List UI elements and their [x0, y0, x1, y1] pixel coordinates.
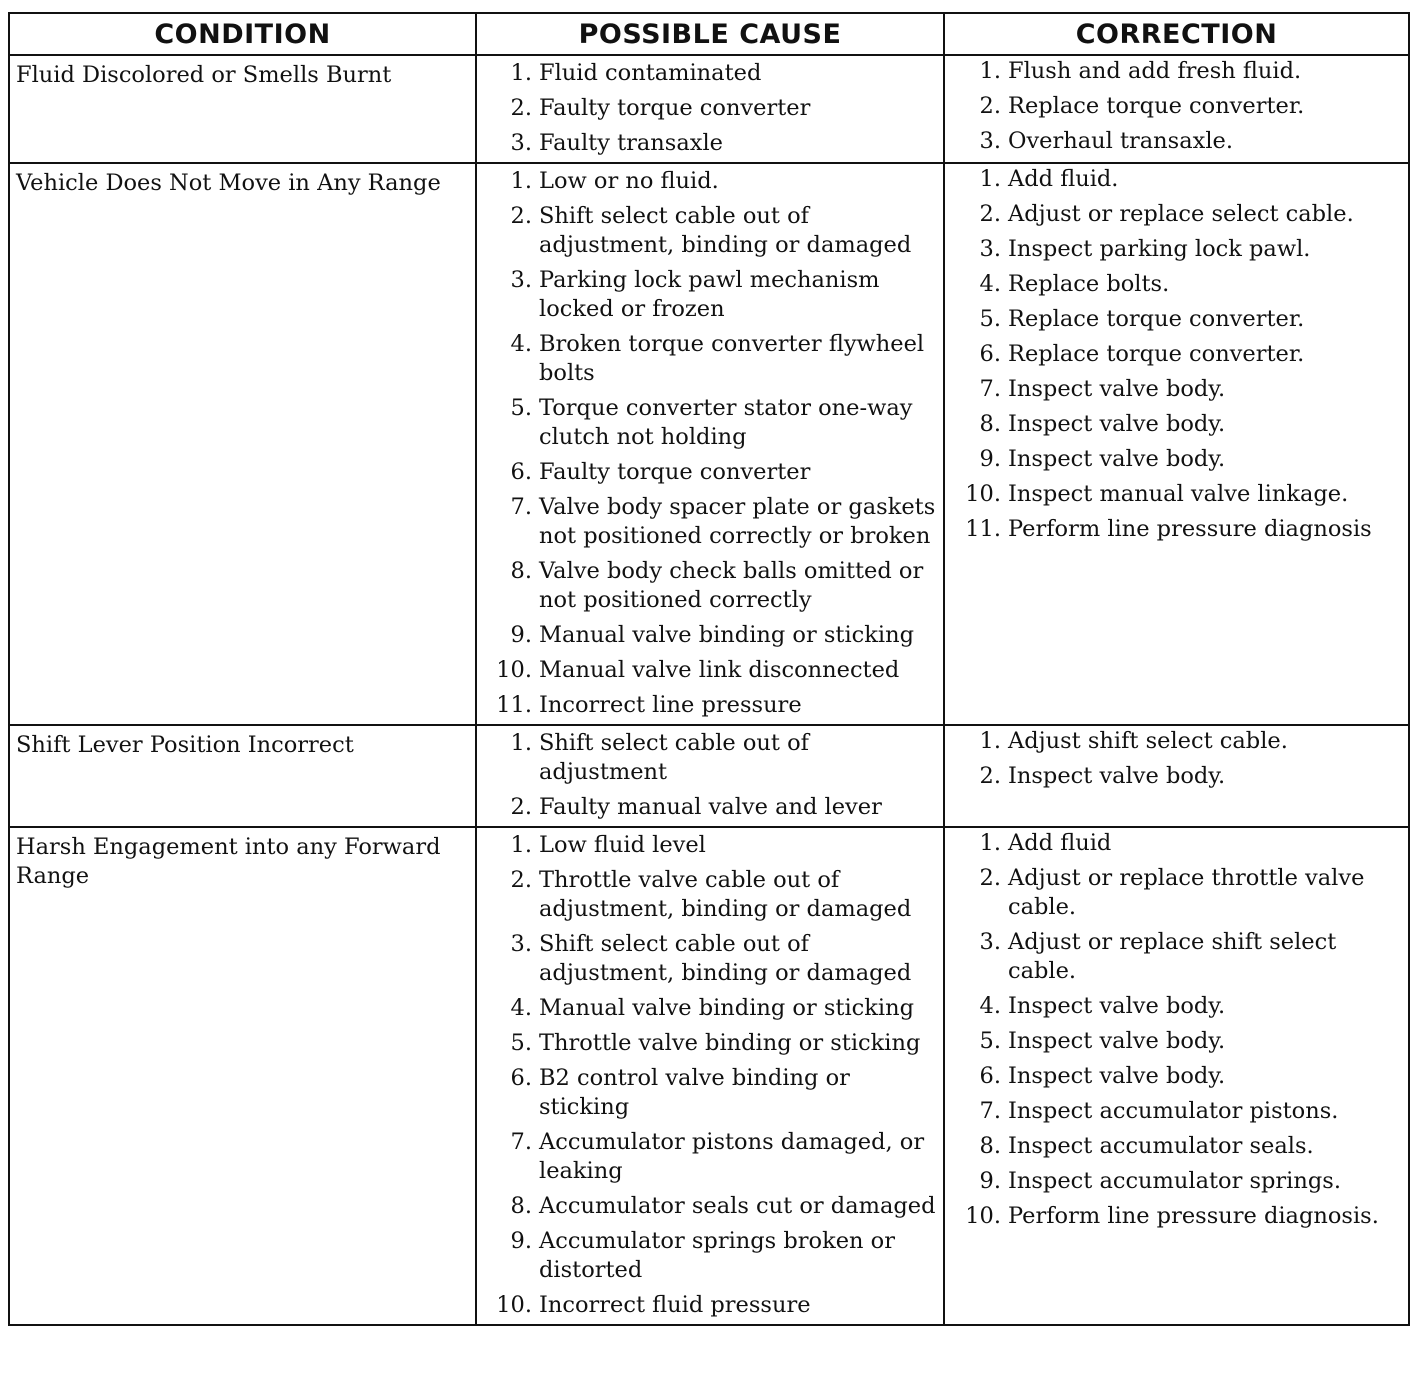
correction-item: [946, 1027, 1407, 1056]
correction-number: 4.: [979, 993, 1001, 1019]
correction-number: 6.: [979, 341, 1001, 367]
correction-text: Replace torque converter.: [1008, 306, 1305, 332]
correction-list: [946, 727, 1407, 791]
correction-text: Inspect valve body.: [1008, 376, 1226, 402]
cause-item: [477, 129, 937, 158]
correction-number: 2.: [979, 93, 1001, 119]
correction-number: 5.: [979, 1028, 1001, 1054]
cause-item: [477, 1192, 937, 1221]
table-body: [9, 55, 1409, 1325]
correction-item: [946, 340, 1407, 369]
correction-item: [946, 727, 1407, 756]
cause-text: Faulty torque converter: [539, 95, 811, 121]
correction-text: Replace bolts.: [1008, 271, 1170, 297]
correction-number: 5.: [979, 306, 1001, 332]
cause-text: Shift select cable out of adjustment, binding or damaged: [539, 931, 912, 986]
correction-cell: [944, 163, 1409, 725]
correction-text: Inspect valve body.: [1008, 1063, 1226, 1089]
cause-number: 3.: [510, 931, 532, 957]
cause-number: 6.: [510, 1065, 532, 1091]
cause-cell: [476, 163, 944, 725]
correction-number: 1.: [979, 166, 1001, 192]
correction-text: Inspect accumulator springs.: [1008, 1168, 1341, 1194]
cause-item: [477, 691, 937, 720]
cause-text: Accumulator seals cut or damaged: [539, 1193, 936, 1219]
correction-text: Inspect valve body.: [1008, 411, 1226, 437]
condition-cell: Vehicle Does Not Move in Any Range: [9, 163, 476, 725]
correction-list: [946, 829, 1407, 1231]
table-row: [9, 55, 1409, 163]
cause-number: 8.: [510, 558, 532, 584]
cause-text: Faulty transaxle: [539, 130, 723, 156]
header-condition: CONDITION: [9, 13, 476, 55]
cause-item: [477, 266, 937, 324]
cause-item: [477, 1064, 937, 1122]
cause-number: 11.: [496, 692, 532, 718]
cause-number: 2.: [510, 203, 532, 229]
correction-text: Replace torque converter.: [1008, 93, 1305, 119]
cause-number: 2.: [510, 867, 532, 893]
correction-item: [946, 992, 1407, 1021]
cause-text: Valve body spacer plate or gaskets not positioned correctly or broken: [539, 494, 936, 549]
correction-number: 4.: [979, 271, 1001, 297]
cause-item: [477, 1291, 937, 1320]
correction-text: Inspect manual valve linkage.: [1008, 481, 1349, 507]
correction-text: Inspect accumulator pistons.: [1008, 1098, 1339, 1124]
correction-number: 1.: [979, 728, 1001, 754]
cause-number: 10.: [496, 657, 532, 683]
cause-item: [477, 94, 937, 123]
cause-number: 9.: [510, 622, 532, 648]
cause-number: 3.: [510, 130, 532, 156]
correction-item: [946, 375, 1407, 404]
cause-cell: [476, 725, 944, 827]
cause-item: [477, 557, 937, 615]
cause-number: 4.: [510, 995, 532, 1021]
cause-number: 2.: [510, 794, 532, 820]
table-row: [9, 827, 1409, 1325]
cause-text: B2 control valve binding or sticking: [539, 1065, 850, 1120]
cause-number: 1.: [510, 730, 532, 756]
cause-item: [477, 493, 937, 551]
correction-number: 3.: [979, 929, 1001, 955]
correction-item: [946, 762, 1407, 791]
cause-number: 2.: [510, 95, 532, 121]
table-row: [9, 163, 1409, 725]
correction-number: 7.: [979, 376, 1001, 402]
cause-item: [477, 656, 937, 685]
cause-number: 5.: [510, 395, 532, 421]
correction-number: 10.: [965, 481, 1001, 507]
correction-item: [946, 92, 1407, 121]
condition-cell: Harsh Engagement into any Forward Range: [9, 827, 476, 1325]
correction-number: 11.: [965, 516, 1001, 542]
cause-number: 4.: [510, 331, 532, 357]
correction-number: 2.: [979, 201, 1001, 227]
correction-item: [946, 928, 1407, 986]
correction-number: 2.: [979, 865, 1001, 891]
correction-cell: [944, 55, 1409, 163]
table-header: [9, 13, 1409, 55]
correction-number: 10.: [965, 1203, 1001, 1229]
correction-number: 8.: [979, 1133, 1001, 1159]
cause-number: 1.: [510, 832, 532, 858]
table-row: [9, 725, 1409, 827]
correction-item: [946, 864, 1407, 922]
correction-text: Inspect accumulator seals.: [1008, 1133, 1314, 1159]
cause-text: Shift select cable out of adjustment: [539, 730, 809, 785]
cause-number: 5.: [510, 1030, 532, 1056]
cause-text: Torque converter stator one-way clutch not holding: [539, 395, 913, 450]
cause-text: Throttle valve cable out of adjustment, binding or damaged: [539, 867, 912, 922]
cause-item: [477, 59, 937, 88]
correction-item: [946, 305, 1407, 334]
correction-number: 9.: [979, 1168, 1001, 1194]
correction-text: Adjust or replace shift select cable.: [1008, 929, 1337, 984]
cause-number: 8.: [510, 1193, 532, 1219]
cause-item: [477, 866, 937, 924]
cause-item: [477, 831, 937, 860]
cause-number: 10.: [496, 1292, 532, 1318]
cause-list: [477, 59, 937, 158]
header-correction: CORRECTION: [944, 13, 1409, 55]
correction-text: Inspect parking lock pawl.: [1008, 236, 1311, 262]
cause-number: 1.: [510, 60, 532, 86]
header-possible-cause: POSSIBLE CAUSE: [476, 13, 944, 55]
condition-cell: Shift Lever Position Incorrect: [9, 725, 476, 827]
correction-text: Inspect valve body.: [1008, 993, 1226, 1019]
correction-item: [946, 829, 1407, 858]
correction-text: Adjust or replace select cable.: [1008, 201, 1354, 227]
correction-item: [946, 235, 1407, 264]
correction-number: 6.: [979, 1063, 1001, 1089]
cause-number: 7.: [510, 494, 532, 520]
cause-text: Valve body check balls omitted or not positioned correctly: [539, 558, 924, 613]
cause-text: Accumulator pistons damaged, or leaking: [539, 1129, 925, 1184]
correction-number: 2.: [979, 763, 1001, 789]
correction-text: Adjust shift select cable.: [1008, 728, 1288, 754]
cause-item: [477, 1029, 937, 1058]
cause-item: [477, 202, 937, 260]
cause-item: [477, 621, 937, 650]
cause-item: [477, 1227, 937, 1285]
cause-text: Low fluid level: [539, 832, 706, 858]
diagnosis-table: [8, 12, 1410, 1326]
cause-list: [477, 729, 937, 822]
cause-number: 3.: [510, 267, 532, 293]
correction-text: Flush and add fresh fluid.: [1008, 58, 1302, 84]
correction-item: [946, 270, 1407, 299]
correction-list: [946, 57, 1407, 156]
correction-cell: [944, 827, 1409, 1325]
correction-item: [946, 1202, 1407, 1231]
cause-list: [477, 167, 937, 720]
correction-item: [946, 1132, 1407, 1161]
correction-text: Adjust or replace throttle valve cable.: [1008, 865, 1365, 920]
cause-cell: [476, 55, 944, 163]
correction-item: [946, 515, 1407, 544]
correction-item: [946, 127, 1407, 156]
correction-cell: [944, 725, 1409, 827]
correction-text: Overhaul transaxle.: [1008, 128, 1233, 154]
cause-text: Accumulator springs broken or distorted: [539, 1228, 895, 1283]
header-row: [9, 13, 1409, 55]
correction-text: Inspect valve body.: [1008, 446, 1226, 472]
cause-text: Broken torque converter flywheel bolts: [539, 331, 925, 386]
correction-item: [946, 445, 1407, 474]
cause-text: Low or no fluid.: [539, 168, 719, 194]
correction-text: Add fluid: [1008, 830, 1112, 856]
cause-text: Manual valve binding or sticking: [539, 622, 914, 648]
correction-number: 3.: [979, 236, 1001, 262]
cause-list: [477, 831, 937, 1320]
correction-item: [946, 200, 1407, 229]
correction-text: Replace torque converter.: [1008, 341, 1305, 367]
correction-text: Perform line pressure diagnosis.: [1008, 1203, 1379, 1229]
correction-number: 8.: [979, 411, 1001, 437]
correction-item: [946, 1062, 1407, 1091]
cause-item: [477, 930, 937, 988]
correction-number: 1.: [979, 58, 1001, 84]
cause-number: 9.: [510, 1228, 532, 1254]
cause-item: [477, 167, 937, 196]
correction-number: 3.: [979, 128, 1001, 154]
correction-text: Inspect valve body.: [1008, 1028, 1226, 1054]
cause-text: Parking lock pawl mechanism locked or frozen: [539, 267, 880, 322]
cause-item: [477, 458, 937, 487]
cause-text: Incorrect fluid pressure: [539, 1292, 811, 1318]
cause-item: [477, 994, 937, 1023]
correction-text: Inspect valve body.: [1008, 763, 1226, 789]
correction-item: [946, 1097, 1407, 1126]
correction-item: [946, 1167, 1407, 1196]
cause-item: [477, 394, 937, 452]
cause-text: Manual valve binding or sticking: [539, 995, 914, 1021]
correction-text: Perform line pressure diagnosis: [1008, 516, 1372, 542]
cause-cell: [476, 827, 944, 1325]
cause-number: 1.: [510, 168, 532, 194]
correction-text: Add fluid.: [1008, 166, 1119, 192]
correction-number: 1.: [979, 830, 1001, 856]
cause-text: Manual valve link disconnected: [539, 657, 900, 683]
condition-cell: Fluid Discolored or Smells Burnt: [9, 55, 476, 163]
cause-item: [477, 330, 937, 388]
cause-text: Shift select cable out of adjustment, binding or damaged: [539, 203, 912, 258]
cause-item: [477, 1128, 937, 1186]
cause-number: 7.: [510, 1129, 532, 1155]
correction-item: [946, 480, 1407, 509]
cause-text: Throttle valve binding or sticking: [539, 1030, 921, 1056]
correction-list: [946, 165, 1407, 544]
correction-item: [946, 57, 1407, 86]
correction-item: [946, 410, 1407, 439]
cause-text: Incorrect line pressure: [539, 692, 802, 718]
correction-item: [946, 165, 1407, 194]
cause-text: Faulty torque converter: [539, 459, 811, 485]
cause-number: 6.: [510, 459, 532, 485]
cause-item: [477, 729, 937, 787]
cause-text: Fluid contaminated: [539, 60, 762, 86]
cause-item: [477, 793, 937, 822]
correction-number: 7.: [979, 1098, 1001, 1124]
cause-text: Faulty manual valve and lever: [539, 794, 882, 820]
correction-number: 9.: [979, 446, 1001, 472]
